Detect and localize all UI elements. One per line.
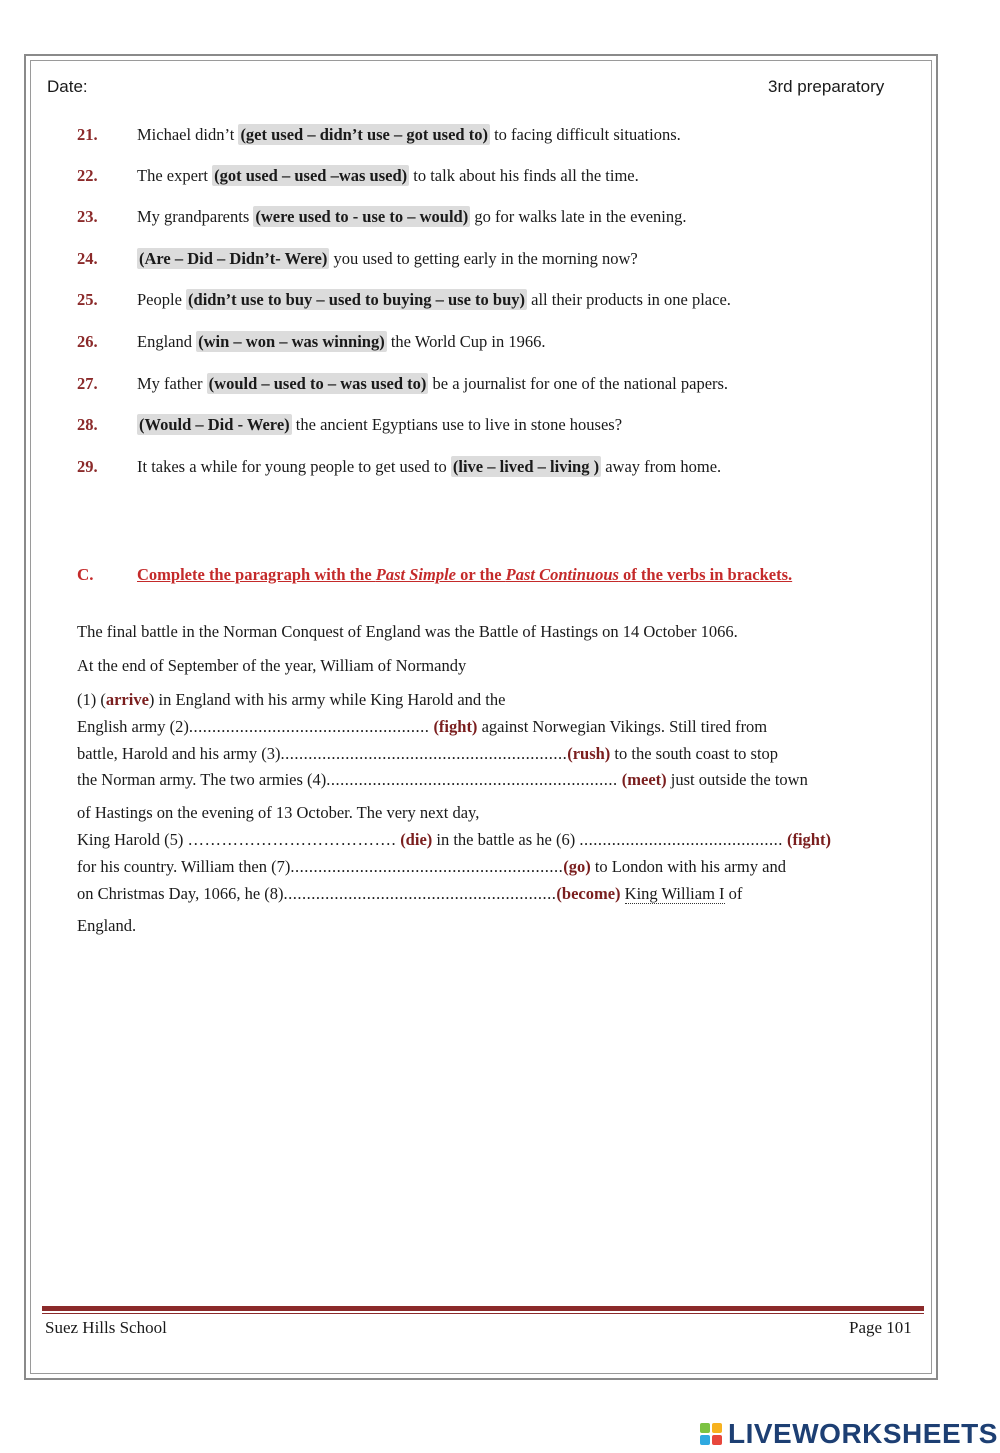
blank-2[interactable]: .................................................... <box>188 717 430 736</box>
answer-options[interactable]: (Are – Did – Didn’t- Were) <box>139 249 328 268</box>
paragraph-line-8: King Harold (5) ………………………………. (die) in the battle as he (6) ............................................ (fight) <box>77 830 831 849</box>
answer-options[interactable]: (were used to - use to – would) <box>255 207 469 226</box>
king-william-text: King William I <box>624 884 725 903</box>
verb-die: (die) <box>400 830 433 849</box>
blank-6[interactable]: ............................................ <box>579 830 783 849</box>
question-text-post: to facing difficult situations. <box>489 125 681 144</box>
question-text-post: away from home. <box>601 457 722 476</box>
question-text-pre: It takes a while for young people to get used to <box>137 457 451 476</box>
question-number: 23. <box>77 207 98 226</box>
paragraph-line-3: (1) (arrive) in England with his army while King Harold and the <box>77 690 506 709</box>
date-label: Date: <box>47 77 88 96</box>
question-text-pre: Michael didn’t <box>137 125 239 144</box>
question-text-post: the World Cup in 1966. <box>386 332 546 351</box>
blank-7[interactable]: ........................................................... <box>290 857 564 876</box>
answer-options[interactable]: (didn’t use to buy – used to buying – use to buy) <box>188 290 526 309</box>
footer-rule-thick <box>42 1306 924 1311</box>
paragraph-line-1: The final battle in the Norman Conquest of England was the Battle of Hastings on 14 October 1066. <box>77 622 738 641</box>
liveworksheets-watermark <box>700 1418 998 1450</box>
paragraph-line-11: England. <box>77 916 137 935</box>
answer-options[interactable]: (live – lived – living ) <box>452 457 600 476</box>
blank-8[interactable]: ........................................................... <box>283 884 557 903</box>
question-text-post: you used to getting early in the morning now? <box>329 249 638 268</box>
verb-fight-2: (fight) <box>786 830 831 849</box>
answer-options[interactable]: (got used – used –was used) <box>214 166 408 185</box>
answer-options[interactable]: (win – won – was winning) <box>198 332 385 351</box>
blank-4[interactable]: ............................................................... <box>326 770 618 789</box>
question-text-post: be a journalist for one of the national papers. <box>428 374 729 393</box>
paragraph-line-4: English army (2).................................................... (fight) against Norwegian Vikings. Still tired from <box>77 717 768 736</box>
level-label: 3rd preparatory <box>768 77 885 96</box>
question-text-pre: England <box>137 332 197 351</box>
question-number: 25. <box>77 290 98 309</box>
question-text-post: to talk about his finds all the time. <box>409 166 639 185</box>
question-text-pre: People <box>137 290 187 309</box>
answer-options[interactable]: (get used – didn’t use – got used to) <box>240 125 488 144</box>
verb-go: (go) <box>563 857 591 876</box>
verb-fight: (fight) <box>433 717 478 736</box>
question-text-pre: My grandparents <box>137 207 254 226</box>
question-text-pre: My father <box>137 374 207 393</box>
paragraph-line-5: battle, Harold and his army (3)..............................................................(rush) to the south coast to stop <box>77 744 779 763</box>
question-number: 27. <box>77 374 98 393</box>
paragraph-line-6: the Norman army. The two armies (4)............................................................... (meet) just outside the town <box>77 770 808 789</box>
section-c-letter: C. <box>77 565 94 584</box>
liveworksheets-wordmark: LIVEWORKSHEETS <box>728 1418 998 1449</box>
question-number: 22. <box>77 166 98 185</box>
question-text-post: all their products in one place. <box>527 290 731 309</box>
liveworksheets-logo-icon <box>700 1423 722 1445</box>
answer-options[interactable]: (would – used to – was used to) <box>208 374 427 393</box>
paragraph-line-7: of Hastings on the evening of 13 October. The very next day, <box>77 803 480 822</box>
verb-become: (become) <box>556 884 621 903</box>
question-text-post: the ancient Egyptians use to live in stone houses? <box>291 415 623 434</box>
verb-rush: (rush) <box>567 744 611 763</box>
blank-3[interactable]: .............................................................. <box>280 744 568 763</box>
question-text-pre: The expert <box>137 166 213 185</box>
blank-5[interactable]: ………………………………. <box>187 830 397 849</box>
footer-rule-thin <box>42 1313 924 1314</box>
question-number: 29. <box>77 457 98 476</box>
question-number: 28. <box>77 415 98 434</box>
answer-options[interactable]: (Would – Did - Were) <box>139 415 290 434</box>
paragraph-line-2: At the end of September of the year, William of Normandy <box>77 656 467 675</box>
paragraph-line-10: on Christmas Day, 1066, he (8)...........................................................(become) King William I of <box>77 884 743 903</box>
question-text-post: go for walks late in the evening. <box>470 207 687 226</box>
question-number: 26. <box>77 332 98 351</box>
school-name: Suez Hills School <box>45 1318 167 1337</box>
paragraph-line-9: for his country. William then (7)...........................................................(go) to London with his army and <box>77 857 786 876</box>
question-number: 24. <box>77 249 98 268</box>
question-number: 21. <box>77 125 98 144</box>
verb-meet: (meet) <box>621 770 667 789</box>
section-c-title: Complete the paragraph with the Past Simple or the Past Continuous of the verbs in brackets. <box>137 565 793 584</box>
page-number: Page 101 <box>849 1318 912 1337</box>
verb-arrive: arrive <box>105 690 149 709</box>
